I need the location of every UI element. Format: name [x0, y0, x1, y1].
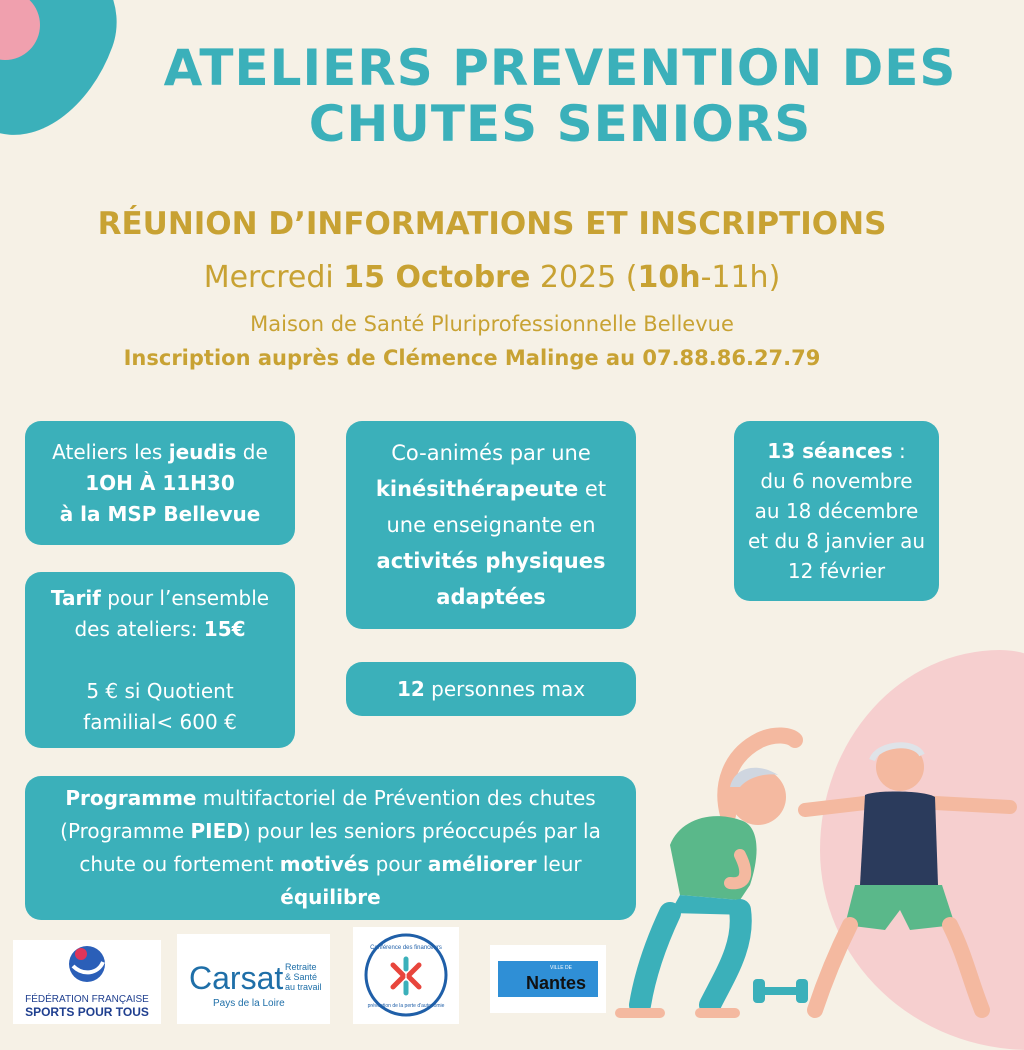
- facilitators-apa: activités physiques: [376, 549, 606, 573]
- time-end: -11h): [700, 260, 781, 295]
- reduced-price-line-2: familial< 600 €: [83, 709, 237, 734]
- date-year: 2025 (: [530, 260, 638, 295]
- programme-b5: équilibre: [280, 885, 381, 909]
- reduced-price-line-1: 5 € si Quotient: [86, 678, 234, 703]
- schedule-prefix: Ateliers les: [52, 439, 169, 464]
- ffspt-line-2: SPORTS POUR TOUS: [25, 1005, 149, 1019]
- ffspt-logo: [13, 940, 161, 1024]
- facilitators-kine-rest: et: [578, 477, 607, 501]
- sessions-line-4: et du 8 janvier au: [747, 529, 925, 553]
- sessions-line-3: au 18 décembre: [754, 499, 919, 523]
- schedule-time-text: 1OH À 11H30: [85, 470, 235, 495]
- carsat-tag-1: Retraite: [285, 962, 317, 972]
- schedule-line-1: [33, 437, 287, 468]
- capacity-count: 12: [396, 676, 425, 701]
- time-bold: 10h: [637, 260, 701, 295]
- meeting-date: [0, 258, 1004, 298]
- programme-line-4: [33, 881, 628, 914]
- price-box: [25, 572, 295, 748]
- programme-b2: PIED: [190, 819, 243, 843]
- sessions-line-5: 12 février: [787, 559, 886, 583]
- facilitators-line-4: [354, 543, 628, 579]
- meeting-place: Maison de Santé Pluriprofessionnelle Bellevue: [250, 312, 734, 336]
- programme-t1: multifactoriel de Prévention des chutes: [196, 786, 596, 810]
- price-line-1: [33, 583, 287, 614]
- carsat-name: Carsat: [189, 960, 284, 996]
- sessions-title: [742, 436, 931, 466]
- woman-figure: [620, 735, 795, 1013]
- sessions-box: [734, 421, 939, 601]
- conference-financeurs-logo: [353, 927, 459, 1024]
- facilitators-line-5: [354, 579, 628, 615]
- programme-t5: pour: [369, 852, 428, 876]
- programme-box: [25, 776, 636, 920]
- schedule-day: jeudis: [168, 439, 237, 464]
- seniors-exercising-illustration: [610, 725, 1024, 1024]
- workshop-schedule-box: [25, 421, 295, 545]
- carsat-region: Pays de la Loire: [213, 998, 285, 1009]
- price-label: Tarif: [50, 585, 101, 610]
- programme-line-3: [33, 848, 628, 881]
- programme-line-2: [33, 815, 628, 848]
- programme-t2: (Programme: [60, 819, 191, 843]
- conf-bottom-text: prévention de la perte d'autonomie: [367, 1003, 445, 1009]
- programme-b4: améliorer: [427, 852, 537, 876]
- programme-b1: Programme: [65, 786, 197, 810]
- programme-t3: ) pour les seniors préoccupés par la: [242, 819, 601, 843]
- capacity-rest: personnes max: [424, 676, 586, 701]
- schedule-suffix: de: [236, 439, 268, 464]
- facilitators-line-3: une enseignante en: [386, 513, 596, 537]
- schedule-time: [33, 468, 287, 499]
- nantes-small-text: VILLE DE: [550, 965, 572, 971]
- sessions-count: 13 séances: [767, 439, 893, 463]
- facilitators-kine: kinésithérapeute: [375, 477, 579, 501]
- ville-de-nantes-logo: [490, 945, 606, 1013]
- facilitators-adapted: adaptées: [436, 585, 546, 609]
- carsat-logo: [177, 934, 330, 1024]
- price-line-2-text: des ateliers:: [74, 616, 204, 641]
- man-figure: [805, 743, 1010, 1010]
- price-label-rest: pour l’ensemble: [100, 585, 270, 610]
- carsat-tag-2: & Santé: [285, 972, 318, 982]
- price-amount: 15€: [203, 616, 246, 641]
- capacity-box: [346, 662, 636, 716]
- programme-b3: motivés: [279, 852, 370, 876]
- price-spacer: [33, 645, 287, 676]
- registration-contact: Inscription auprès de Clémence Malinge au 07.88.86.27.79: [123, 346, 821, 370]
- programme-line-1: [33, 782, 628, 815]
- title-line-2: CHUTES SENIORS: [308, 95, 812, 153]
- meeting-subtitle: RÉUNION D’INFORMATIONS ET INSCRIPTIONS: [97, 206, 887, 242]
- date-bold: 15 Octobre: [343, 260, 531, 295]
- sessions-colon: :: [892, 439, 906, 463]
- facilitators-line-1: Co-animés par une: [391, 441, 591, 465]
- date-day: Mercredi: [203, 260, 344, 295]
- nantes-name: Nantes: [526, 973, 587, 993]
- capacity-line: [354, 674, 628, 705]
- programme-t6: leur: [536, 852, 582, 876]
- sessions-line-2: du 6 novembre: [760, 469, 913, 493]
- schedule-place-text: à la MSP Bellevue: [59, 501, 261, 526]
- facilitators-box: [346, 421, 636, 629]
- dumbbell-icon: [753, 979, 808, 1003]
- title-line-1: ATELIERS PREVENTION DES: [163, 39, 957, 97]
- ffspt-line-1: FÉDÉRATION FRANÇAISE: [25, 994, 149, 1005]
- conf-top-text: Conférence des financeurs: [370, 945, 442, 951]
- programme-t4: chute ou fortement: [79, 852, 280, 876]
- schedule-place: [33, 499, 287, 530]
- price-line-2: [33, 614, 287, 645]
- carsat-tag-3: au travail: [285, 982, 322, 992]
- facilitators-line-2: [354, 471, 628, 507]
